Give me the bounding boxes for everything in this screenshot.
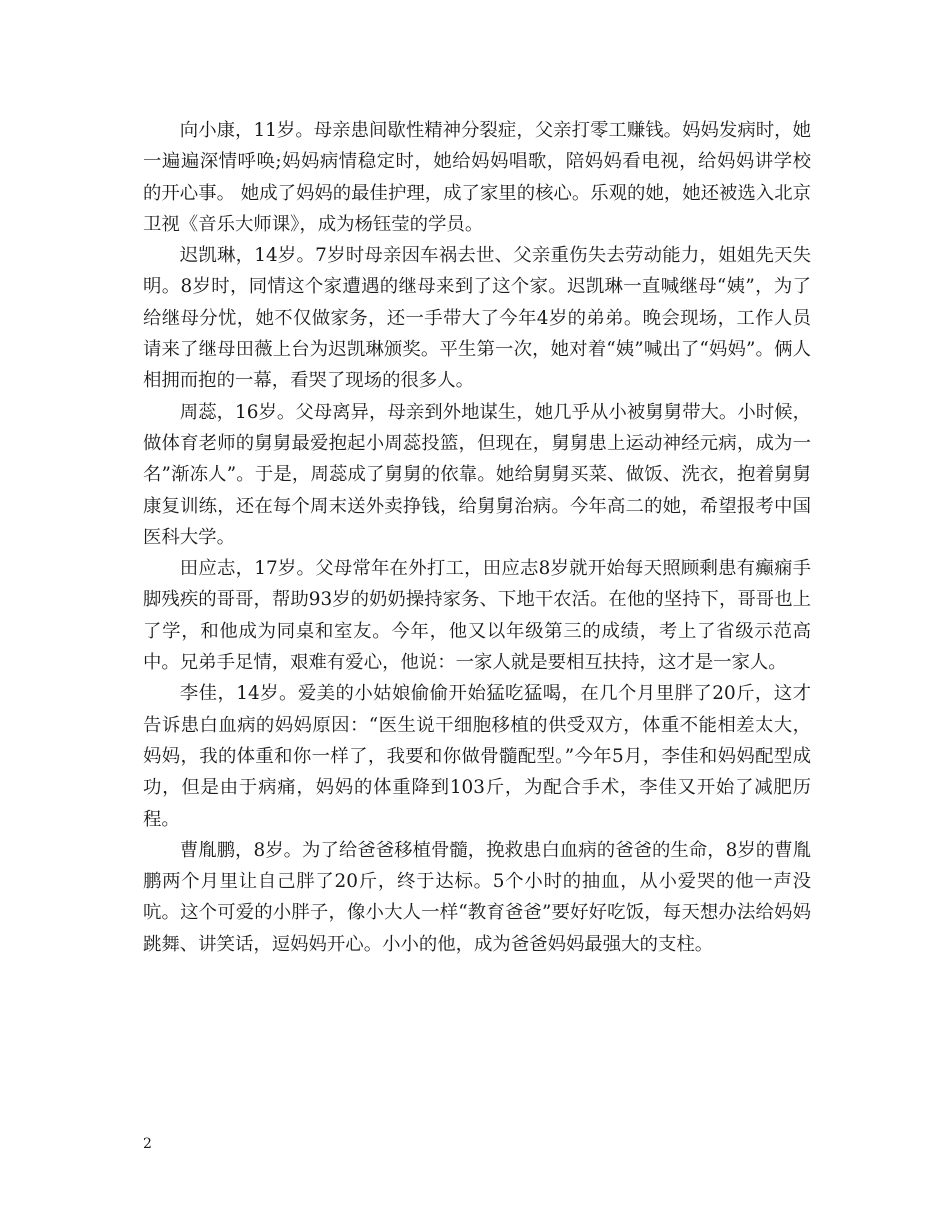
body-text bbox=[143, 115, 811, 960]
paragraph-zhou-rui: 周蕊，16岁。父母离异，母亲到外地谋生，她几乎从小被舅舅带大。小时候，做体育老师的舅舅最爱抱起小周蕊投篮，但现在，舅舅患上运动神经元病，成为一名”渐冻人”。于是，周蕊成了舅舅的依靠。她给舅舅买菜、做饭、洗衣，抱着舅舅康复训练，还在每个周末送外卖挣钱，给舅舅治病。今年高二的她，希望报考中国医科大学。 bbox=[143, 401, 811, 548]
paragraph-cao-yinpeng: 曹胤鹏，8岁。为了给爸爸移植骨髓，挽救患白血病的爸爸的生命，8岁的曹胤鹏两个月里让自己胖了20斤，终于达标。5个小时的抽血，从小爱哭的他一声没吭。这个可爱的小胖子，像小大人一样“教育爸爸”要好好吃饭，每天想办法给妈妈跳舞、讲笑话，逗妈妈开心。小小的他，成为爸爸妈妈最强大的支柱。 bbox=[143, 839, 811, 955]
paragraph-chi-kailin: 迟凯琳，14岁。7岁时母亲因车祸去世、父亲重伤失去劳动能力，姐姐先天失明。8岁时，同情这个家遭遇的继母来到了这个家。迟凯琳一直喊继母“姨”，为了给继母分忧，她不仅做家务，还一手带大了今年4岁的弟弟。晚会现场，工作人员请来了继母田薇上台为迟凯琳颁奖。平生第一次，她对着“姨”喊出了“妈妈”。俩人相拥而抱的一幕，看哭了现场的很多人。 bbox=[143, 245, 811, 392]
paragraph-tian-yingzhi: 田应志，17岁。父母常年在外打工，田应志8岁就开始每天照顾剩患有癫痫手脚残疾的哥哥，帮助93岁的奶奶操持家务、下地干农活。在他的坚持下，哥哥也上了学，和他成为同桌和室友。今年，他又以年级第三的成绩，考上了省级示范高中。兄弟手足情，艰难有爱心，他说：一家人就是要相互扶持，这才是一家人。 bbox=[143, 558, 811, 674]
page-number: 2 bbox=[143, 1136, 152, 1152]
paragraph-li-jia: 李佳，14岁。爱美的小姑娘偷偷开始猛吃猛喝，在几个月里胖了20斤，这才告诉患白血病的妈妈原因：“医生说干细胞移植的供受双方，体重不能相差太大，妈妈，我的体重和你一样了，我要和你做骨髓配型。”今年5月，李佳和妈妈配型成功，但是由于病痛，妈妈的体重降到103斤，为配合手术，李佳又开始了减肥历程。 bbox=[143, 683, 811, 830]
paragraph-xiang-xiaokang: 向小康，11岁。母亲患间歇性精神分裂症，父亲打零工赚钱。妈妈发病时，她一遍遍深情呼唤;妈妈病情稳定时，她给妈妈唱歌，陪妈妈看电视，给妈妈讲学校的开心事。 她成了妈妈的最佳护理，成了家里的核心。乐观的她，她还被选入北京卫视《音乐大师课》，成为杨钰莹的学员。 bbox=[143, 120, 811, 235]
